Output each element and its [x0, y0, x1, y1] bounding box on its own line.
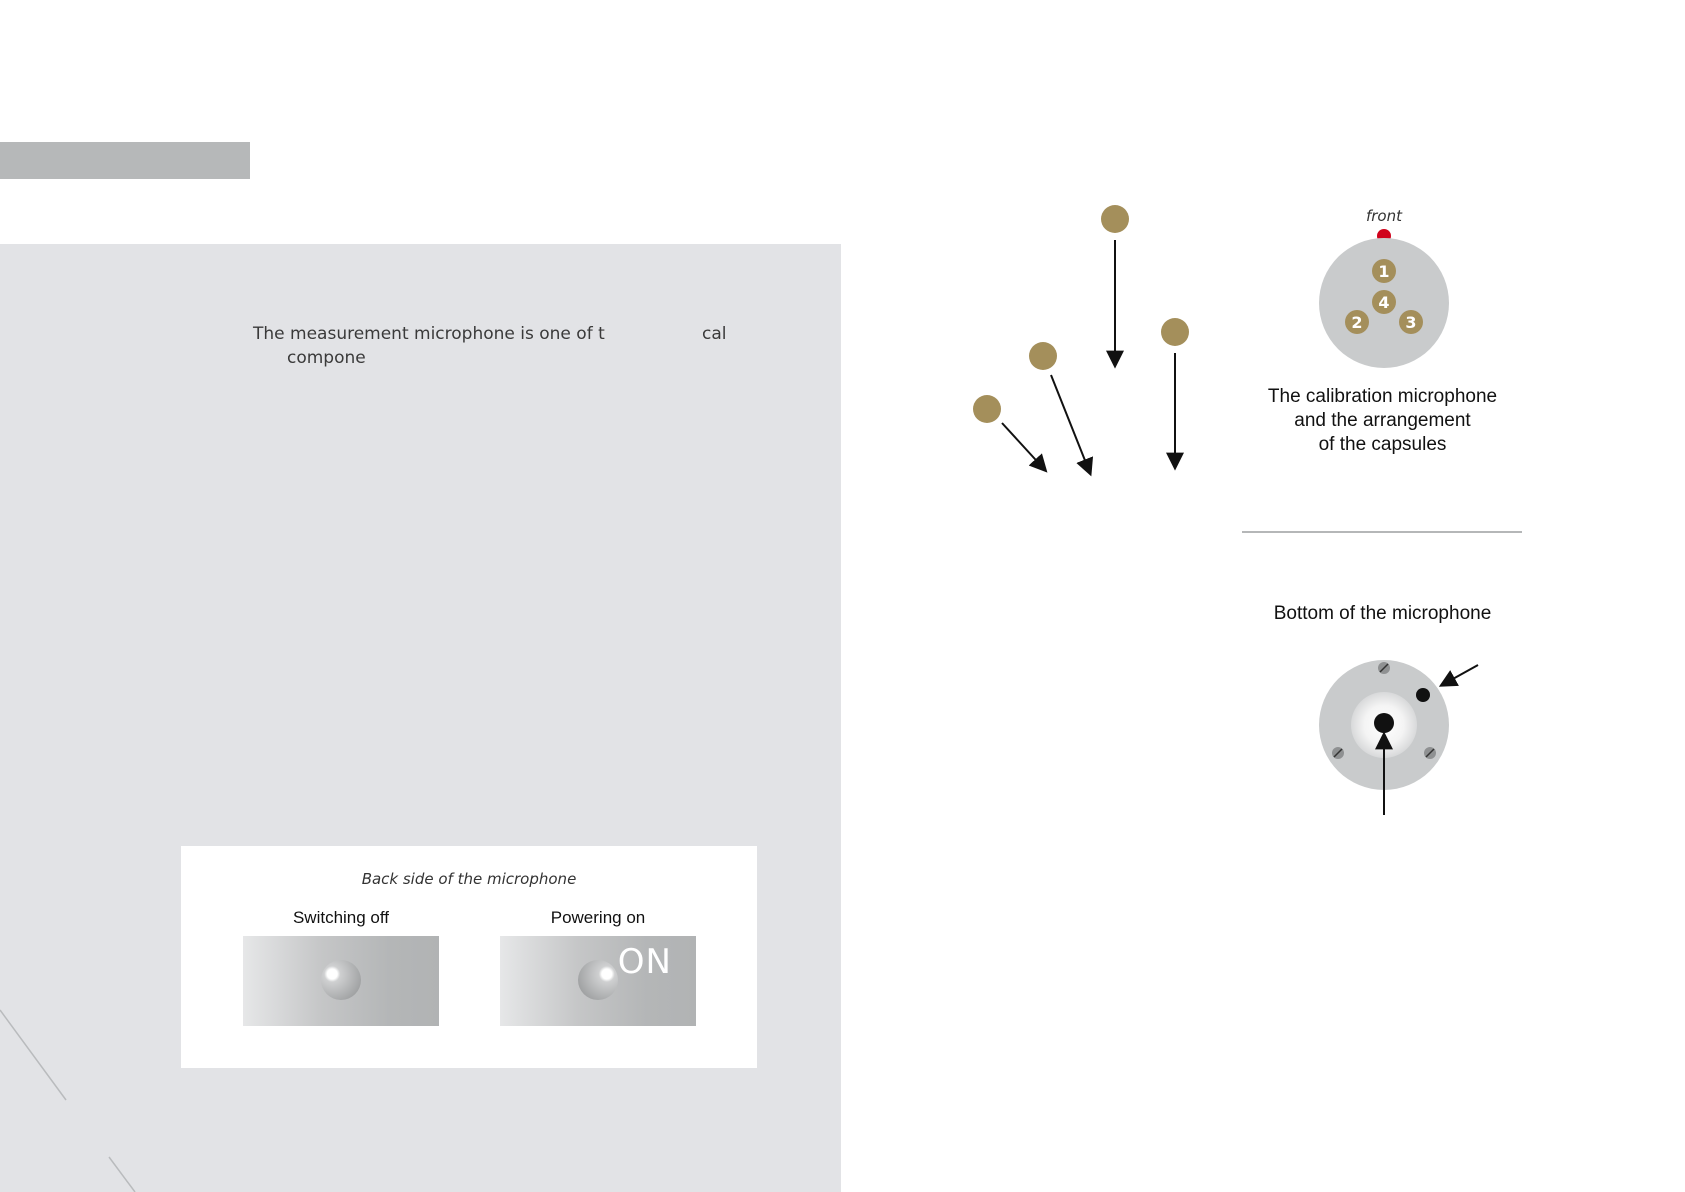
microphone-bottom-view: [1312, 655, 1492, 820]
switching-off-label: Switching off: [292, 908, 390, 927]
switch-knob-icon: [321, 960, 361, 1000]
back-side-title: Back side of the microphone: [361, 870, 577, 888]
switch-knob-icon: [578, 960, 618, 1000]
switch-off-illustration: [243, 936, 439, 1026]
screw-icon: [1332, 747, 1344, 759]
calibration-caption-line: and the arrangement: [1294, 410, 1471, 431]
capsule-4-number: 4: [1378, 293, 1390, 312]
screw-icon: [1378, 662, 1390, 674]
back-side-card: [181, 846, 757, 1068]
screw-icon: [1424, 747, 1436, 759]
intro-line-2: compone: [287, 348, 366, 368]
capsule-2-number: 2: [1351, 313, 1363, 332]
capsule-1-number: 1: [1378, 262, 1390, 281]
connector-icon: [1374, 713, 1394, 733]
powering-on-label: Powering on: [550, 908, 646, 927]
capsule-arrow: [1051, 375, 1090, 473]
led-arrow: [1442, 665, 1478, 685]
calibration-caption-line: of the capsules: [1318, 434, 1447, 455]
capsule-dot: [1161, 318, 1189, 346]
capsule-dot: [1101, 205, 1129, 233]
intro-paragraph: [250, 322, 727, 370]
switch-on-illustration: [500, 936, 696, 1026]
header-tab-bar: [0, 142, 250, 179]
calibration-mic-top-view: [1314, 226, 1454, 371]
capsule-3-number: 3: [1405, 313, 1417, 332]
section-divider: [1242, 531, 1522, 533]
front-label: front: [1365, 207, 1402, 225]
calibration-caption: [1240, 385, 1525, 457]
on-indicator: ON: [617, 942, 672, 982]
capsule-dot: [973, 395, 1001, 423]
status-led-icon: [1416, 688, 1430, 702]
calibration-caption-line: The calibration microphone: [1267, 386, 1498, 407]
capsule-dot: [1029, 342, 1057, 370]
intro-line-1: The measurement microphone is one of t cal: [253, 324, 727, 344]
capsule-arrow: [1002, 423, 1045, 470]
capsule-direction-diagram: [960, 195, 1200, 485]
bottom-caption: Bottom of the microphone: [1273, 603, 1492, 624]
